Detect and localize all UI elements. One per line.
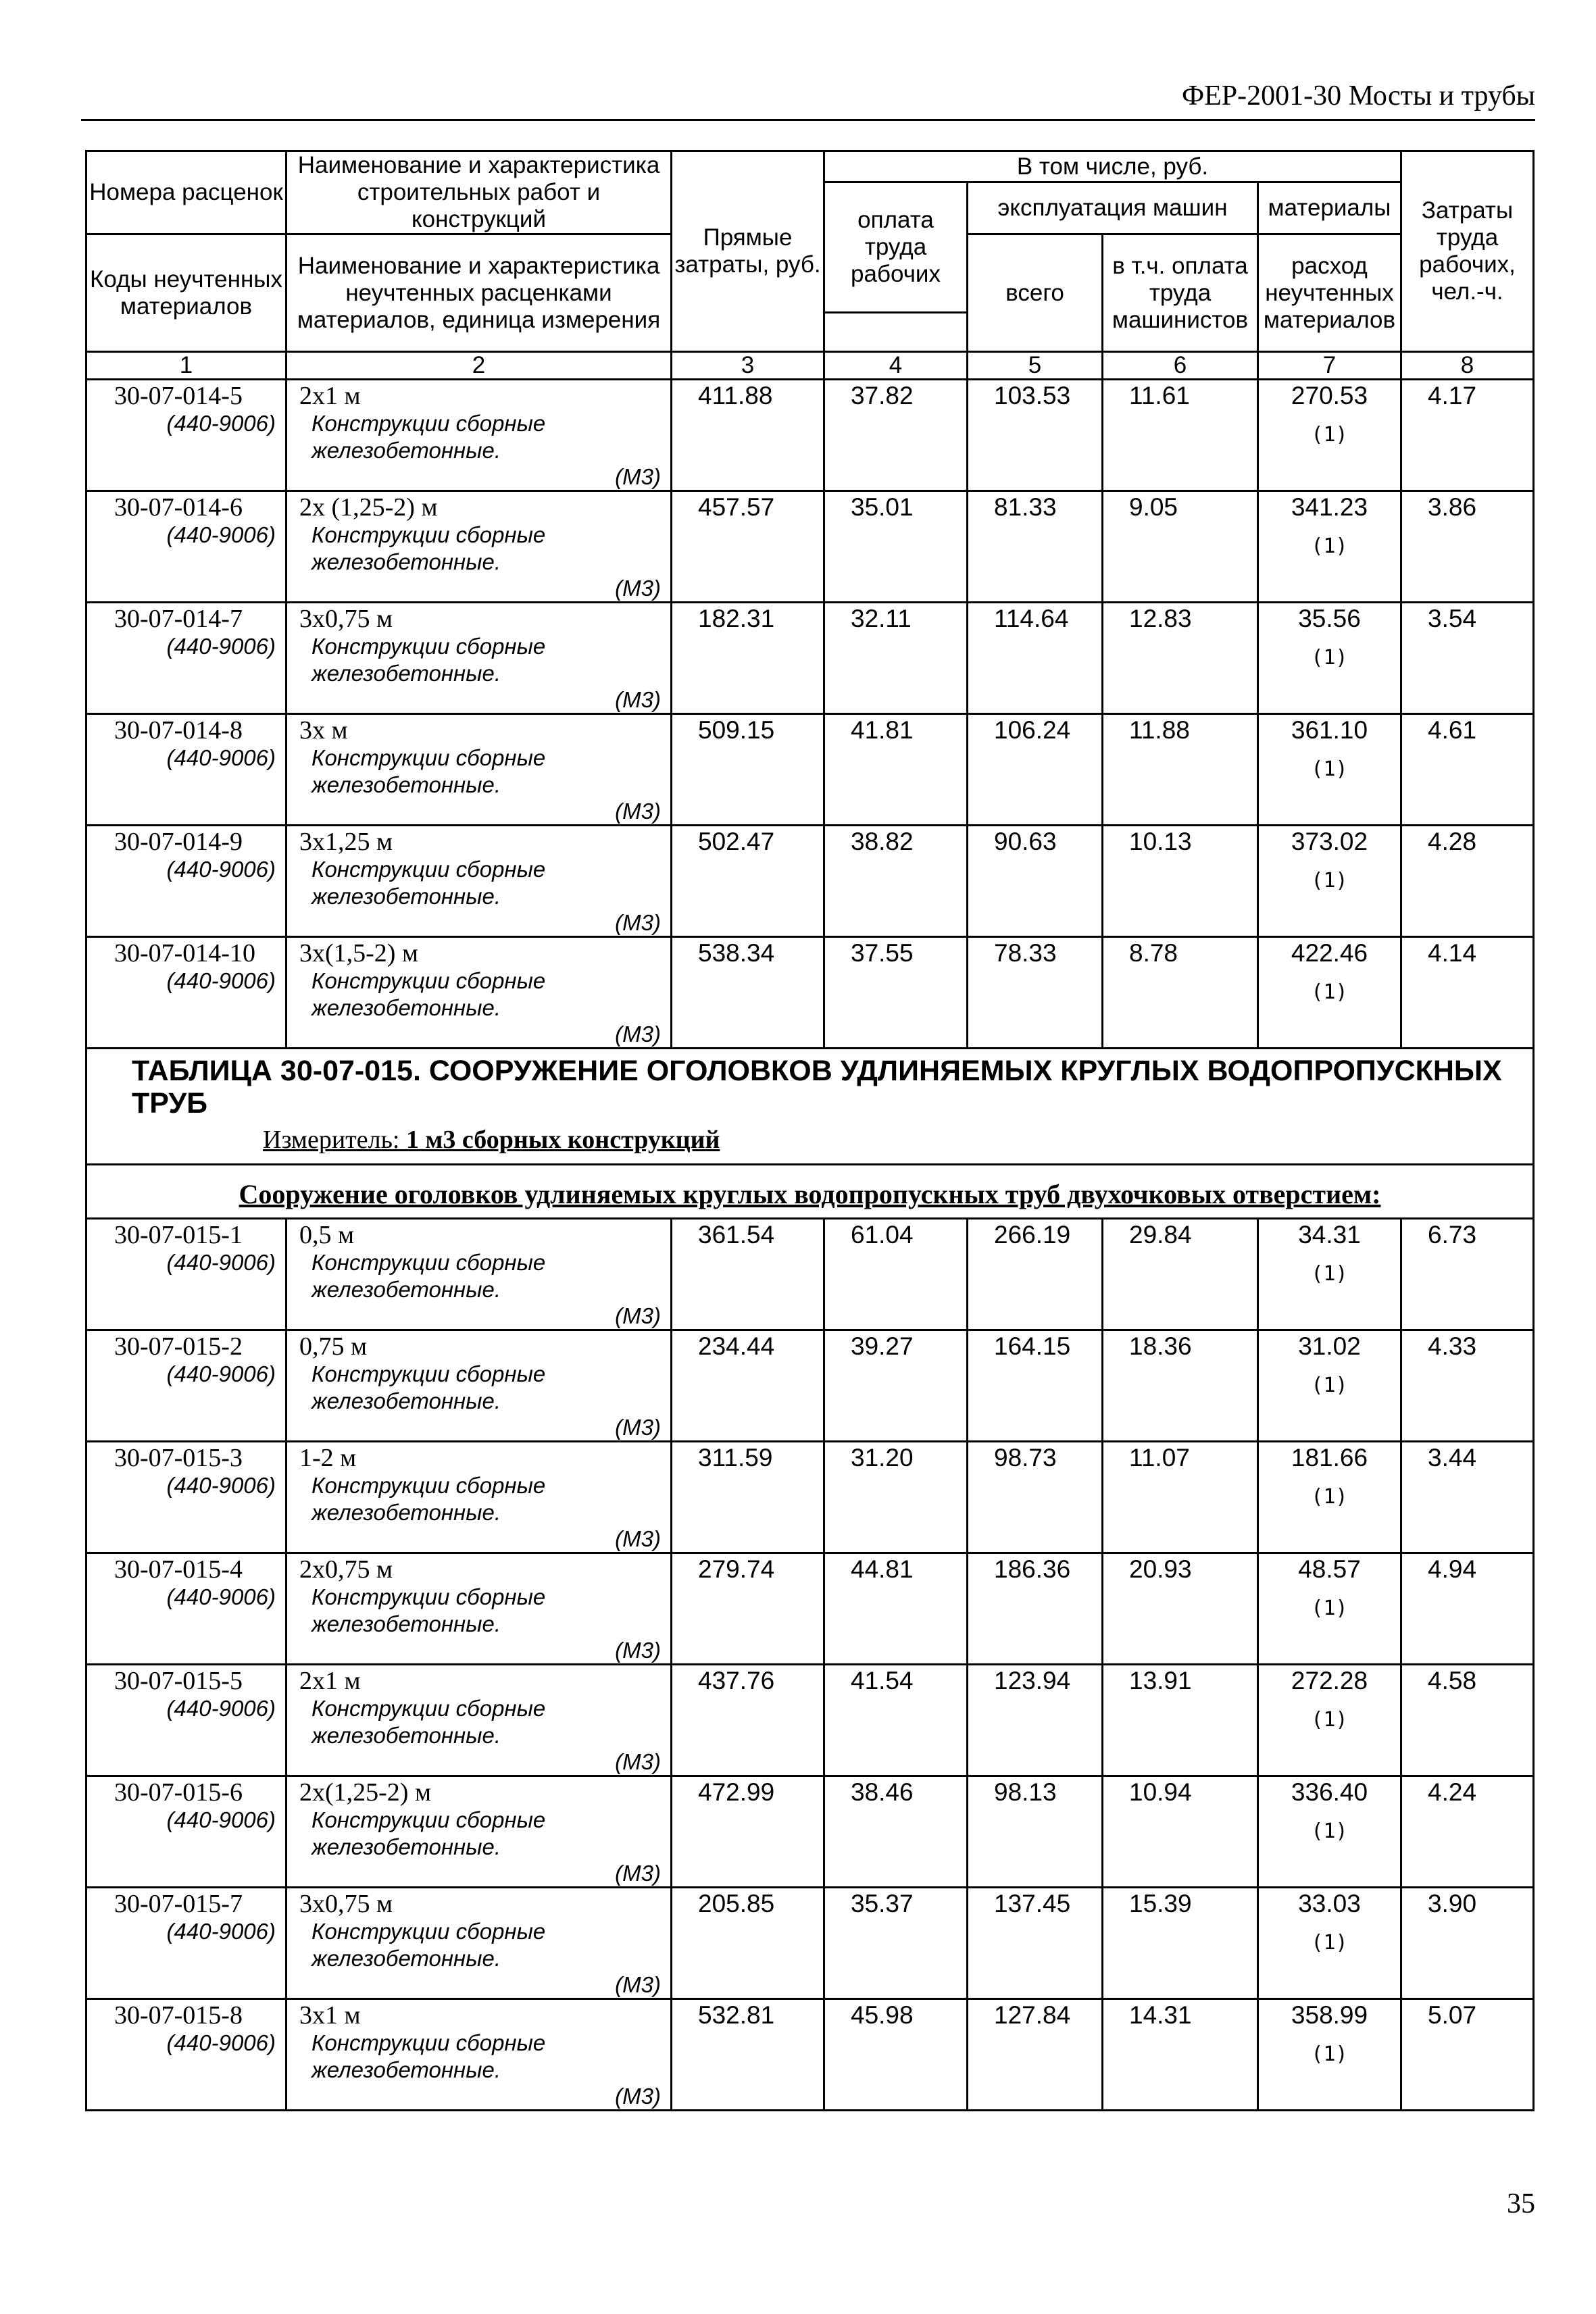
material-name: Конструкции сборные железобетонные. [311, 857, 546, 909]
materials-note: (1) [1311, 1819, 1348, 1843]
table-title: ТАБЛИЦА 30-07-015. СООРУЖЕНИЕ ОГОЛОВКОВ УДЛИНЯЕМЫХ КРУГЛЫХ ВОДОПРОПУСКНЫХ ТРУБ [132, 1055, 1502, 1120]
rate-name-cell [286, 491, 672, 603]
rate-code: 30-07-015-2 [114, 1332, 243, 1361]
workers-pay: 31.20 [824, 1442, 968, 1553]
rate-code: 30-07-015-1 [114, 1221, 243, 1249]
materials-cell [1258, 1219, 1401, 1330]
material-unit: (М3) [615, 1022, 661, 1047]
rate-code: 30-07-014-7 [114, 605, 243, 633]
material-unit: (М3) [615, 576, 661, 601]
workers-pay: 35.37 [824, 1888, 968, 1999]
rate-code: 30-07-014-5 [114, 382, 243, 410]
material-unit: (М3) [615, 1749, 661, 1774]
materials-cell [1258, 937, 1401, 1049]
workers-pay: 38.82 [824, 826, 968, 937]
rate-code-cell [86, 1888, 286, 1999]
direct-costs: 532.81 [672, 1999, 824, 2111]
material-name: Конструкции сборные железобетонные. [311, 522, 546, 574]
machines-total: 90.63 [968, 826, 1103, 937]
column-number: 4 [824, 352, 968, 380]
labor-costs: 4.28 [1401, 826, 1534, 937]
rate-name: 2х(1,25-2) м [299, 1778, 432, 1807]
materials-cost: 35.56 [1298, 605, 1361, 632]
table-row [86, 1330, 1534, 1442]
rate-name-cell [286, 1553, 672, 1665]
rate-code: 30-07-015-8 [114, 2001, 243, 2030]
workers-pay: 45.98 [824, 1999, 968, 2111]
section-title-text: Сооружение оголовков удлиняемых круглых водопропускных труб двухочковых отверстием: [239, 1179, 1381, 1209]
rate-name: 2х0,75 м [299, 1555, 393, 1584]
material-unit: (М3) [615, 799, 661, 824]
material-name: Конструкции сборные железобетонные. [311, 1807, 546, 1859]
direct-costs: 502.47 [672, 826, 824, 937]
rates-table [85, 150, 1535, 2111]
rate-code-cell [86, 603, 286, 714]
workers-pay: 61.04 [824, 1219, 968, 1330]
labor-costs: 4.94 [1401, 1553, 1534, 1665]
material-name: Конструкции сборные железобетонные. [311, 634, 546, 686]
materials-note: (1) [1311, 423, 1348, 447]
operators-pay: 8.78 [1103, 937, 1258, 1049]
rate-code: 30-07-015-6 [114, 1778, 243, 1807]
material-code: (440-9006) [166, 1807, 276, 1832]
workers-pay: 38.46 [824, 1776, 968, 1888]
meter-line [263, 1125, 1519, 1155]
header-direct-costs: Прямые затраты, руб. [672, 151, 824, 352]
materials-cell [1258, 491, 1401, 603]
labor-costs: 6.73 [1401, 1219, 1534, 1330]
material-unit: (М3) [615, 1638, 661, 1663]
machines-total: 123.94 [968, 1665, 1103, 1776]
rate-name-cell [286, 1776, 672, 1888]
column-number: 1 [86, 352, 286, 380]
rate-name-cell [286, 826, 672, 937]
rate-code-cell [86, 1665, 286, 1776]
materials-note: (1) [1311, 2042, 1348, 2066]
workers-pay: 37.82 [824, 380, 968, 491]
table-row [86, 1665, 1534, 1776]
material-unit: (М3) [615, 1526, 661, 1551]
table-row [86, 1219, 1534, 1330]
operators-pay: 29.84 [1103, 1219, 1258, 1330]
material-code: (440-9006) [166, 522, 276, 547]
materials-cell [1258, 1888, 1401, 1999]
materials-cell [1258, 1442, 1401, 1553]
material-code: (440-9006) [166, 1584, 276, 1609]
rate-name-cell [286, 1888, 672, 1999]
operators-pay: 15.39 [1103, 1888, 1258, 1999]
table-row [86, 1999, 1534, 2111]
table-title-row [86, 1049, 1534, 1165]
materials-cell [1258, 603, 1401, 714]
workers-pay: 32.11 [824, 603, 968, 714]
labor-costs: 4.24 [1401, 1776, 1534, 1888]
table-row [86, 1553, 1534, 1665]
header-total: всего [968, 234, 1103, 352]
material-unit: (М3) [615, 1861, 661, 1886]
materials-note: (1) [1311, 1931, 1348, 1955]
machines-total: 266.19 [968, 1219, 1103, 1330]
column-number: 7 [1258, 352, 1401, 380]
running-header: ФЕР-2001-30 Мосты и трубы [81, 80, 1535, 121]
rate-code-cell [86, 491, 286, 603]
rate-code: 30-07-015-7 [114, 1890, 243, 1918]
operators-pay: 11.88 [1103, 714, 1258, 826]
operators-pay: 12.83 [1103, 603, 1258, 714]
header-unaccounted-name: Наименование и характеристика неучтенных расценками материалов, единица измерения [286, 234, 672, 352]
materials-cell [1258, 714, 1401, 826]
rate-code-cell [86, 826, 286, 937]
table-row [86, 937, 1534, 1049]
header-labor-costs: Затраты труда рабочих, чел.-ч. [1401, 151, 1534, 352]
material-name: Конструкции сборные железобетонные. [311, 1361, 546, 1413]
labor-costs: 4.33 [1401, 1330, 1534, 1442]
material-name: Конструкции сборные железобетонные. [311, 2030, 546, 2082]
table-row [86, 1776, 1534, 1888]
workers-pay: 41.81 [824, 714, 968, 826]
rate-code: 30-07-014-6 [114, 493, 243, 522]
material-code: (440-9006) [166, 1361, 276, 1386]
material-unit: (М3) [615, 687, 661, 712]
machines-total: 164.15 [968, 1330, 1103, 1442]
labor-costs: 4.61 [1401, 714, 1534, 826]
material-unit: (М3) [615, 464, 661, 489]
header-operators-pay: в т.ч. оплата труда машинистов [1103, 234, 1258, 352]
direct-costs: 234.44 [672, 1330, 824, 1442]
rate-code-cell [86, 1553, 286, 1665]
direct-costs: 311.59 [672, 1442, 824, 1553]
page-number: 35 [1507, 2188, 1535, 2219]
material-code: (440-9006) [166, 1250, 276, 1275]
materials-cost: 336.40 [1291, 1778, 1368, 1806]
workers-pay: 39.27 [824, 1330, 968, 1442]
labor-costs: 3.44 [1401, 1442, 1534, 1553]
material-code: (440-9006) [166, 1473, 276, 1498]
materials-cell [1258, 1330, 1401, 1442]
material-unit: (М3) [615, 910, 661, 935]
rate-code-cell [86, 1330, 286, 1442]
materials-cell [1258, 380, 1401, 491]
rate-name-cell [286, 1442, 672, 1553]
material-name: Конструкции сборные железобетонные. [311, 1919, 546, 1971]
header-materials: материалы [1258, 182, 1401, 234]
rate-code: 30-07-014-9 [114, 828, 243, 856]
rate-name: 3х1,25 м [299, 828, 393, 856]
meter-label: Измеритель: [263, 1126, 400, 1154]
labor-costs: 3.90 [1401, 1888, 1534, 1999]
direct-costs: 472.99 [672, 1776, 824, 1888]
rate-code-cell [86, 714, 286, 826]
materials-note: (1) [1311, 757, 1348, 781]
labor-costs: 3.54 [1401, 603, 1534, 714]
machines-total: 78.33 [968, 937, 1103, 1049]
rate-code-cell [86, 937, 286, 1049]
materials-cell [1258, 1776, 1401, 1888]
operators-pay: 9.05 [1103, 491, 1258, 603]
rate-name: 3х(1,5-2) м [299, 939, 419, 967]
material-name: Конструкции сборные железобетонные. [311, 411, 546, 463]
table-title-cell [86, 1049, 1534, 1165]
materials-cost: 272.28 [1291, 1667, 1368, 1694]
table-row [86, 603, 1534, 714]
materials-note: (1) [1311, 1708, 1348, 1732]
table-row [86, 826, 1534, 937]
material-name: Конструкции сборные железобетонные. [311, 1250, 546, 1302]
material-unit: (М3) [615, 1415, 661, 1440]
machines-total: 98.73 [968, 1442, 1103, 1553]
header-work-name: Наименование и характеристика строительных работ и конструкций [286, 151, 672, 234]
rate-name: 3х0,75 м [299, 1890, 393, 1918]
rate-code-cell [86, 1999, 286, 2111]
materials-cell [1258, 1665, 1401, 1776]
rate-name-cell [286, 1665, 672, 1776]
rate-name-cell [286, 603, 672, 714]
machines-total: 127.84 [968, 1999, 1103, 2111]
materials-cost: 373.02 [1291, 828, 1368, 855]
material-code: (440-9006) [166, 1919, 276, 1944]
materials-note: (1) [1311, 1374, 1348, 1397]
rate-code: 30-07-014-8 [114, 716, 243, 745]
material-code: (440-9006) [166, 1696, 276, 1721]
section-title-row [86, 1165, 1534, 1219]
operators-pay: 14.31 [1103, 1999, 1258, 2111]
material-name: Конструкции сборные железобетонные. [311, 1696, 546, 1748]
rate-name-cell [286, 1330, 672, 1442]
column-number: 8 [1401, 352, 1534, 380]
material-name: Конструкции сборные железобетонные. [311, 1473, 546, 1525]
direct-costs: 411.88 [672, 380, 824, 491]
operators-pay: 18.36 [1103, 1330, 1258, 1442]
material-name: Конструкции сборные железобетонные. [311, 745, 546, 797]
workers-pay: 44.81 [824, 1553, 968, 1665]
column-number: 2 [286, 352, 672, 380]
operators-pay: 13.91 [1103, 1665, 1258, 1776]
machines-total: 81.33 [968, 491, 1103, 603]
materials-cell [1258, 1999, 1401, 2111]
labor-costs: 3.86 [1401, 491, 1534, 603]
material-code: (440-9006) [166, 634, 276, 659]
header-row-1 [86, 151, 1534, 182]
materials-cell [1258, 826, 1401, 937]
direct-costs: 538.34 [672, 937, 824, 1049]
header-including: В том числе, руб. [824, 151, 1401, 182]
material-unit: (М3) [615, 1972, 661, 1997]
table-row [86, 380, 1534, 491]
rate-name-cell [286, 1999, 672, 2111]
material-name: Конструкции сборные железобетонные. [311, 1584, 546, 1636]
operators-pay: 11.07 [1103, 1442, 1258, 1553]
material-unit: (М3) [615, 2084, 661, 2109]
rate-name: 2х1 м [299, 382, 361, 410]
material-code: (440-9006) [166, 2030, 276, 2055]
machines-total: 103.53 [968, 380, 1103, 491]
rate-code-cell [86, 380, 286, 491]
rate-name: 0,5 м [299, 1221, 355, 1249]
materials-cell [1258, 1553, 1401, 1665]
operators-pay: 10.13 [1103, 826, 1258, 937]
direct-costs: 509.15 [672, 714, 824, 826]
machines-total: 114.64 [968, 603, 1103, 714]
header-rate-numbers: Номера расценок [86, 151, 286, 234]
section-title [86, 1165, 1534, 1219]
rate-code-cell [86, 1219, 286, 1330]
material-unit: (М3) [615, 1303, 661, 1328]
column-number: 3 [672, 352, 824, 380]
direct-costs: 457.57 [672, 491, 824, 603]
table-row [86, 491, 1534, 603]
rate-name: 0,75 м [299, 1332, 368, 1361]
rate-code: 30-07-014-10 [114, 939, 255, 967]
direct-costs: 279.74 [672, 1553, 824, 1665]
direct-costs: 361.54 [672, 1219, 824, 1330]
rate-name-cell [286, 714, 672, 826]
material-code: (440-9006) [166, 968, 276, 993]
materials-cost: 270.53 [1291, 382, 1368, 409]
rate-code: 30-07-015-5 [114, 1667, 243, 1695]
labor-costs: 4.14 [1401, 937, 1534, 1049]
materials-cost: 358.99 [1291, 2001, 1368, 2029]
header-workers-pay: оплата труда рабочих [824, 182, 968, 313]
column-numbers-row [86, 352, 1534, 380]
materials-cost: 31.02 [1298, 1332, 1361, 1360]
material-code: (440-9006) [166, 857, 276, 882]
rate-name: 3х1 м [299, 2001, 361, 2030]
materials-cost: 181.66 [1291, 1444, 1368, 1472]
table-row [86, 1442, 1534, 1553]
machines-total: 186.36 [968, 1553, 1103, 1665]
workers-pay: 37.55 [824, 937, 968, 1049]
rate-name-cell [286, 380, 672, 491]
materials-cost: 48.57 [1298, 1555, 1361, 1583]
materials-note: (1) [1311, 1262, 1348, 1286]
materials-cost: 361.10 [1291, 716, 1368, 744]
rate-code-cell [86, 1442, 286, 1553]
materials-note: (1) [1311, 869, 1348, 892]
meter-value: 1 м3 сборных конструкций [406, 1126, 720, 1154]
materials-cost: 33.03 [1298, 1890, 1361, 1917]
rate-name: 3х м [299, 716, 348, 745]
rate-name: 2х1 м [299, 1667, 361, 1695]
rate-code-cell [86, 1776, 286, 1888]
rate-code: 30-07-015-4 [114, 1555, 243, 1584]
materials-cost: 341.23 [1291, 493, 1368, 521]
rate-name: 1-2 м [299, 1444, 357, 1472]
header-machine-operation: эксплуатация машин [968, 182, 1258, 234]
machines-total: 98.13 [968, 1776, 1103, 1888]
rate-name-cell [286, 1219, 672, 1330]
machines-total: 106.24 [968, 714, 1103, 826]
materials-note: (1) [1311, 646, 1348, 670]
material-code: (440-9006) [166, 745, 276, 770]
header-unaccounted-codes: Коды неучтенных материалов [86, 234, 286, 352]
materials-cost: 422.46 [1291, 939, 1368, 967]
column-number: 6 [1103, 352, 1258, 380]
rate-name: 3х0,75 м [299, 605, 393, 633]
materials-note: (1) [1311, 980, 1348, 1004]
rate-code: 30-07-015-3 [114, 1444, 243, 1472]
rate-name-cell [286, 937, 672, 1049]
materials-note: (1) [1311, 1596, 1348, 1620]
material-name: Конструкции сборные железобетонные. [311, 968, 546, 1020]
labor-costs: 4.17 [1401, 380, 1534, 491]
materials-note: (1) [1311, 1485, 1348, 1509]
operators-pay: 10.94 [1103, 1776, 1258, 1888]
table-row [86, 1888, 1534, 1999]
table-row [86, 714, 1534, 826]
direct-costs: 437.76 [672, 1665, 824, 1776]
operators-pay: 11.61 [1103, 380, 1258, 491]
workers-pay: 41.54 [824, 1665, 968, 1776]
column-number: 5 [968, 352, 1103, 380]
materials-cost: 34.31 [1298, 1221, 1361, 1249]
material-code: (440-9006) [166, 411, 276, 436]
labor-costs: 4.58 [1401, 1665, 1534, 1776]
workers-pay: 35.01 [824, 491, 968, 603]
direct-costs: 182.31 [672, 603, 824, 714]
labor-costs: 5.07 [1401, 1999, 1534, 2111]
machines-total: 137.45 [968, 1888, 1103, 1999]
rate-name: 2х (1,25-2) м [299, 493, 438, 522]
direct-costs: 205.85 [672, 1888, 824, 1999]
operators-pay: 20.93 [1103, 1553, 1258, 1665]
header-unaccounted-consumption: расход неучтенных материалов [1258, 234, 1401, 352]
materials-note: (1) [1311, 534, 1348, 558]
